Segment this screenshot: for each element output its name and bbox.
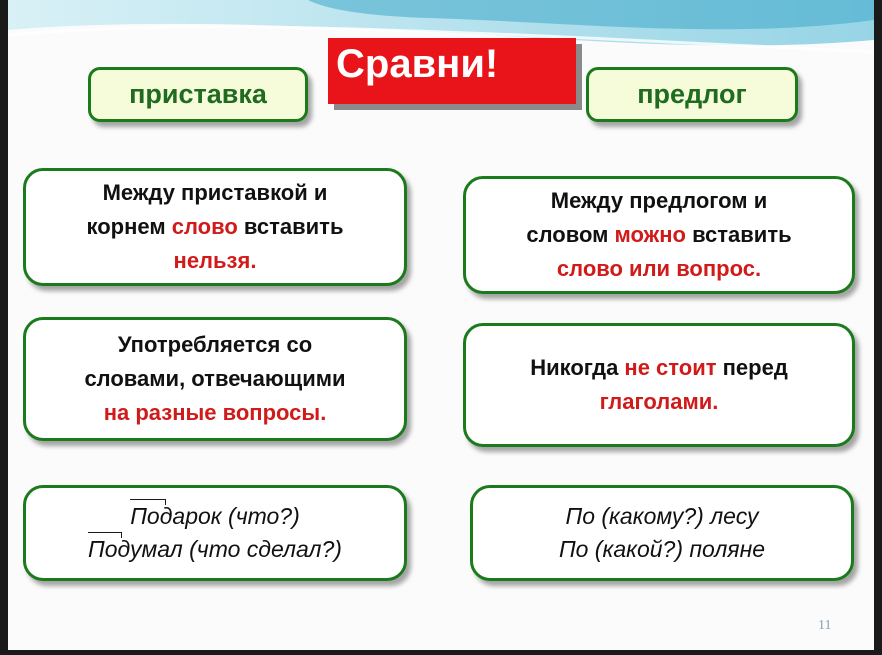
prefix-marked: По: [130, 503, 160, 529]
text-line: [600, 385, 719, 419]
highlight-word: на разные вопросы.: [103, 400, 327, 425]
prefix-label: [88, 67, 308, 122]
slide: [8, 0, 874, 650]
text-fragment: вставить: [237, 214, 344, 239]
highlight-word: не стоит: [624, 355, 717, 380]
example-text: думал (что сделал?): [117, 536, 342, 562]
prefix-rule-box-2: [23, 317, 407, 441]
example-line: [559, 533, 765, 566]
preposition-rule-box-2: [463, 323, 855, 447]
text-line-1: Употребляется со: [117, 332, 313, 357]
text-line: [104, 396, 327, 430]
preposition-rule-box-1: [463, 176, 855, 294]
text-line: [84, 362, 345, 396]
preposition-example-box: [470, 485, 854, 581]
example-text: дарок (что?): [159, 503, 300, 529]
text-line: [526, 218, 791, 252]
text-fragment: корнем: [86, 214, 172, 239]
preposition-label: [586, 67, 798, 122]
text-line: [87, 210, 344, 244]
highlight-word: можно: [614, 222, 686, 247]
text-line: [174, 244, 257, 278]
text-fragment: словом: [526, 222, 615, 247]
text-line: [118, 328, 312, 362]
prefix-example-box: [23, 485, 407, 581]
text-fragment: вставить: [685, 222, 792, 247]
prefix-marked: По: [88, 536, 118, 562]
highlight-word: слово: [171, 214, 238, 239]
text-line-1: Между предлогом и: [550, 188, 768, 213]
text-line: [530, 351, 788, 385]
text-fragment: Никогда: [530, 355, 625, 380]
highlight-word: глаголами.: [599, 389, 719, 414]
highlight-word: нельзя.: [173, 248, 257, 273]
example-text: По (какому?) лесу: [565, 503, 759, 529]
text-line: [557, 252, 761, 286]
example-line: [88, 533, 342, 566]
text-line-2: словами, отвечающими: [84, 366, 346, 391]
prefix-rule-box-1: [23, 168, 407, 286]
preposition-label-text: предлог: [637, 79, 747, 109]
highlight-word: слово или вопрос.: [556, 256, 762, 281]
text-line: [551, 184, 767, 218]
page-number: 11: [818, 618, 832, 633]
text-line: [103, 176, 328, 210]
text-line-1: Между приставкой и: [102, 180, 328, 205]
slide-title: Сравни!: [328, 38, 576, 104]
text-fragment: перед: [716, 355, 788, 380]
example-line: [130, 500, 300, 533]
prefix-label-text: приставка: [129, 79, 267, 109]
example-line: [566, 500, 759, 533]
example-text: По (какой?) поляне: [558, 536, 766, 562]
